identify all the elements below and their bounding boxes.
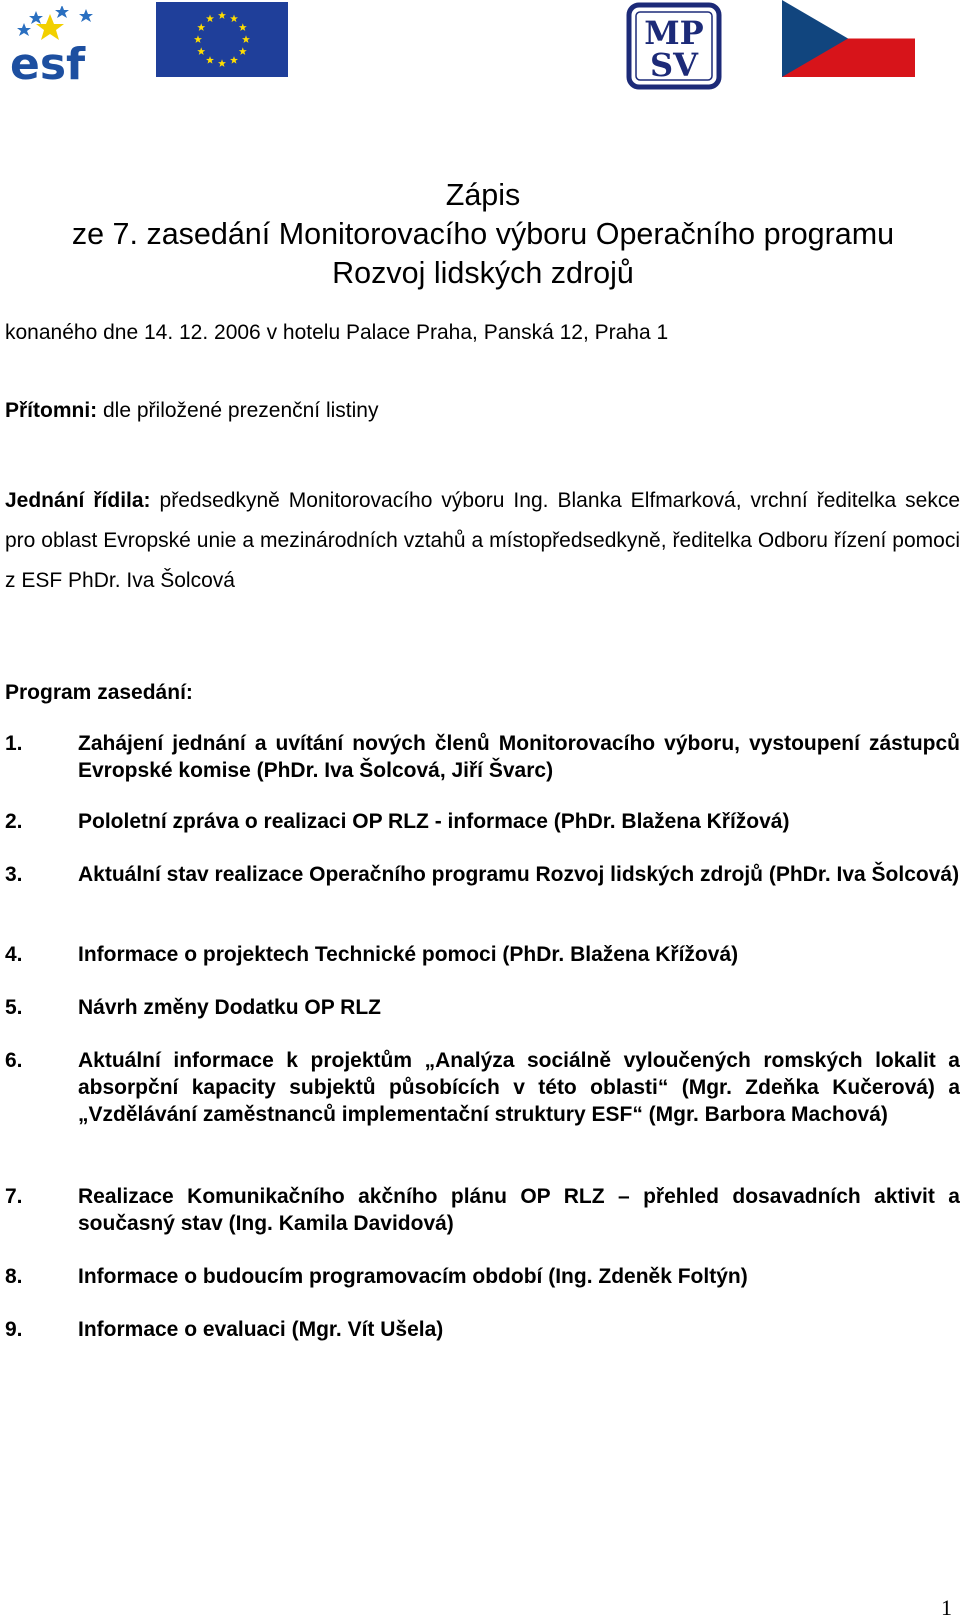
- agenda-item: [5, 808, 960, 835]
- agenda-item-number: 3.: [5, 863, 23, 886]
- mpsv-logo: [626, 2, 722, 90]
- attendees-value: dle přiložené prezenční listiny: [97, 399, 379, 422]
- agenda-item: [5, 1263, 960, 1290]
- agenda-item-text: Pololetní zpráva o realizaci OP RLZ - informace (PhDr. Blažena Křížová): [78, 810, 790, 833]
- agenda-item: [5, 1183, 960, 1237]
- agenda-item: [5, 994, 960, 1021]
- agenda-item-text: Informace o evaluaci (Mgr. Vít Ušela): [78, 1318, 444, 1341]
- svg-text:esf: esf: [10, 39, 86, 82]
- title-line-1: Zápis: [445, 178, 521, 212]
- svg-text:SV: SV: [650, 46, 698, 84]
- agenda-item: [5, 1047, 960, 1128]
- title-line-2: ze 7. zasedání Monitorovacího výboru Operačního programu: [71, 217, 895, 251]
- agenda-item-text: Aktuální stav realizace Operačního programu Rozvoj lidských zdrojů (PhDr. Iva Šolcová): [78, 863, 960, 886]
- svg-text:MP: MP: [644, 14, 704, 52]
- page-number: 1: [941, 1595, 952, 1620]
- czech-flag: [782, 0, 915, 77]
- agenda-item-number: 7.: [5, 1185, 23, 1208]
- agenda-item-number: 2.: [5, 810, 23, 833]
- agenda-item: [5, 861, 960, 888]
- agenda-item-number: 1.: [5, 732, 23, 755]
- meeting-info: konaného dne 14. 12. 2006 v hotelu Palace Praha, Panská 12, Praha 1: [5, 321, 669, 344]
- agenda-item-number: 5.: [5, 996, 23, 1019]
- eu-flag: [156, 2, 288, 77]
- agenda-item-text: Aktuální informace k projektům „Analýza sociálně vyloučených romských lokalit a absorpční kapacity subjektů působících v této oblasti“ (Mgr. Zdeňka Kučerová) a „Vzdělávání zaměstnanců implementační struktury ESF“ (Mgr. Barbora Machová): [78, 1049, 960, 1126]
- agenda-item-text: Realizace Komunikačního akčního plánu OP RLZ – přehled dosavadních aktivit a současný stav (Ing. Kamila Davidová): [78, 1185, 960, 1235]
- agenda-item: [5, 941, 960, 968]
- agenda-heading: Program zasedání:: [5, 681, 193, 704]
- attendees-label: Přítomni:: [5, 399, 98, 422]
- chair-paragraph: [5, 481, 960, 601]
- agenda-item-number: 8.: [5, 1265, 23, 1288]
- agenda-item-text: Zahájení jednání a uvítání nových členů Monitorovacího výboru, vystoupení zástupců Evropské komise (PhDr. Iva Šolcová, Jiří Švarc): [78, 732, 960, 782]
- agenda-item-number: 6.: [5, 1049, 23, 1072]
- agenda-item: [5, 730, 960, 784]
- chair-label: Jednání řídila:: [5, 489, 151, 512]
- attendees-line: [5, 399, 379, 423]
- agenda-item-text: Informace o budoucím programovacím období (Ing. Zdeněk Foltýn): [78, 1265, 748, 1288]
- agenda-item-number: 9.: [5, 1318, 23, 1341]
- agenda-item-number: 4.: [5, 943, 23, 966]
- document-title: [0, 176, 960, 293]
- esf-logo: [8, 6, 120, 82]
- agenda-item-text: Návrh změny Dodatku OP RLZ: [78, 996, 382, 1019]
- agenda-item-text: Informace o projektech Technické pomoci (PhDr. Blažena Křížová): [78, 943, 739, 966]
- chair-value: předsedkyně Monitorovacího výboru Ing. Blanka Elfmarková, vrchní ředitelka sekce pro oblast Evropské unie a mezinárodních vztahů a místopředsedkyně, ředitelka Odboru řízení pomoci z ESF PhDr. Iva Šolcová: [5, 489, 960, 592]
- agenda-item: [5, 1316, 960, 1343]
- title-line-3: Rozvoj lidských zdrojů: [332, 256, 634, 290]
